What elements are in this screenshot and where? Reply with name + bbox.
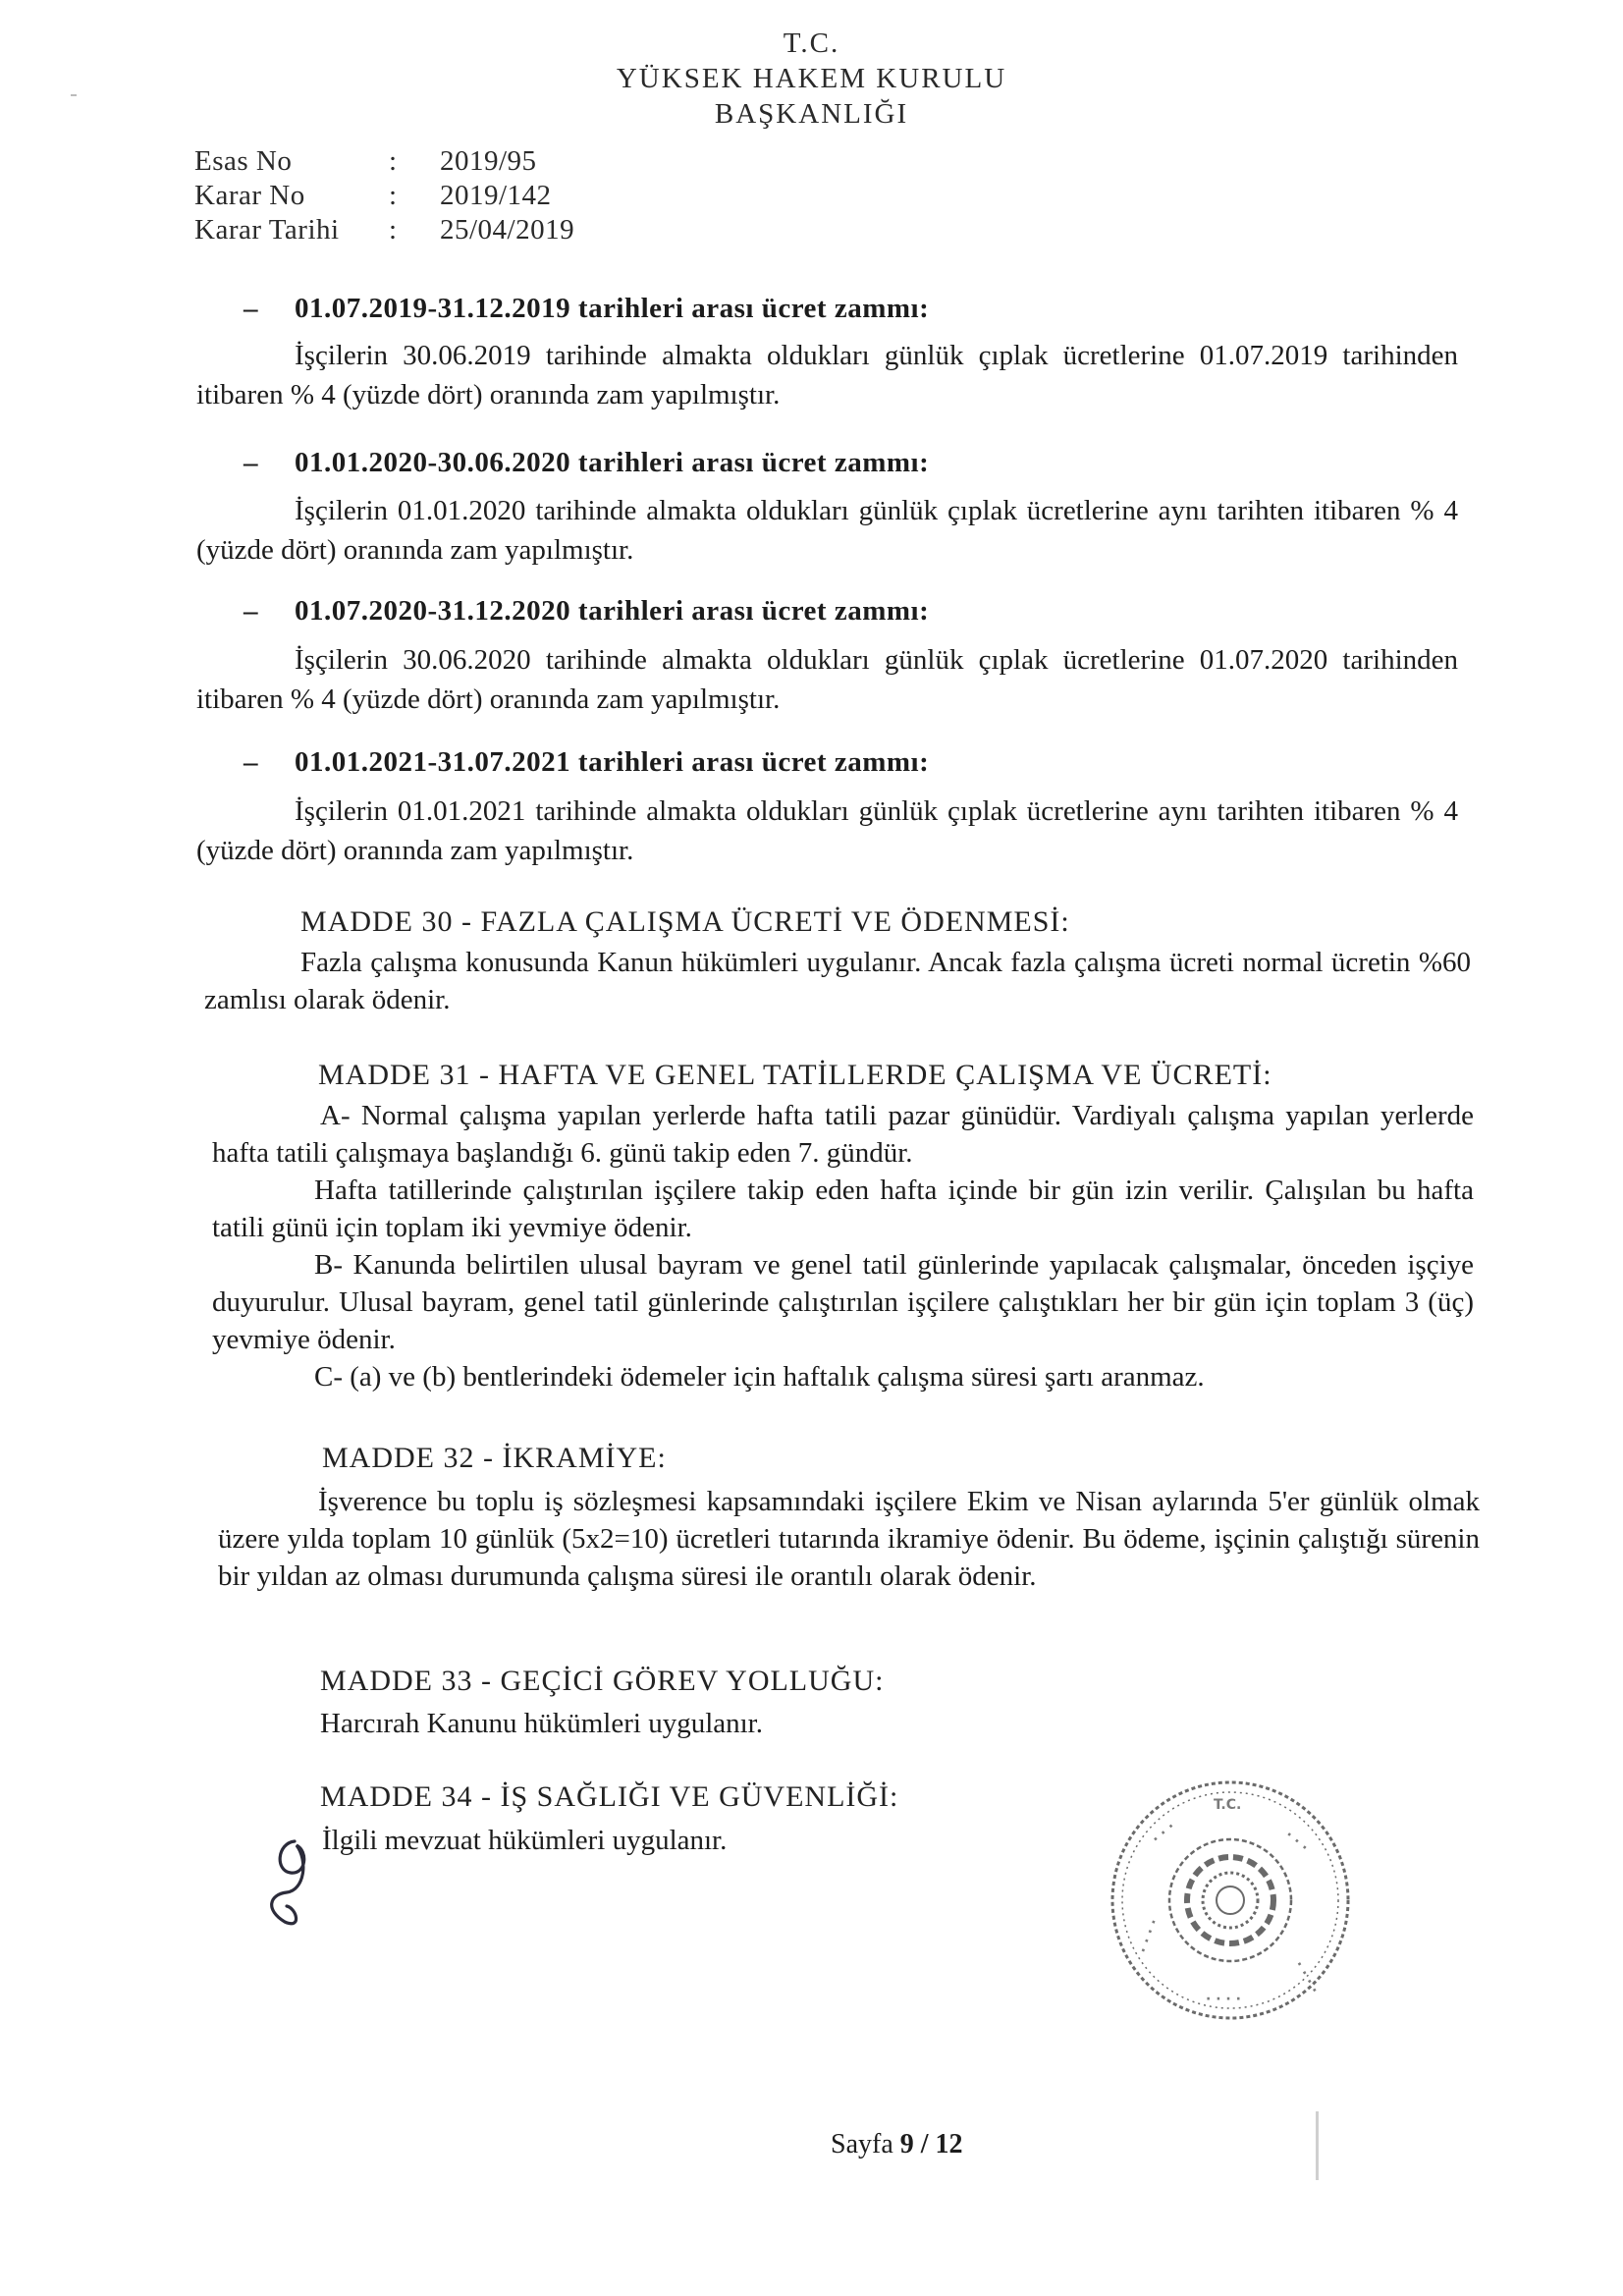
page-number [831, 2129, 963, 2160]
madde-32-body: İşverence bu toplu iş sözleşmesi kapsamındaki işçilere Ekim ve Nisan aylarında 5'er günlük olmak üzere yılda toplam 10 günlük (5x2=10) ücretleri tutarında ikramiye ödenir. Bu ödeme, işçinin çalıştığı sürenin bir yıldan az olması durumunda çalışma süresi ile orantılı olarak ödenir. [218, 1486, 1480, 1592]
scan-mark [1316, 2111, 1319, 2180]
raise-text: İşçilerin 01.01.2020 tarihinde almakta oldukları günlük çıplak ücretlerine aynı tarihten itibaren % 4 (yüzde dört) oranında zam yapılmıştır. [196, 495, 1458, 566]
madde-31-heading: MADDE 31 - HAFTA VE GENEL TATİLLERDE ÇALIŞMA VE ÜCRETİ: [318, 1059, 1272, 1091]
madde-30-heading: MADDE 30 - FAZLA ÇALIŞMA ÜCRETİ VE ÖDENMESİ: [300, 905, 1070, 938]
meta-value: 2019/95 [440, 145, 537, 177]
meta-label: Karar Tarihi [194, 214, 340, 246]
svg-text:· · · ·: · · · · [1206, 1992, 1241, 2007]
header-institution: YÜKSEK HAKEM KURULU [616, 63, 1007, 94]
svg-text:· · · ·: · · · · [1290, 1958, 1323, 1997]
raise-paragraph [196, 336, 1458, 414]
raise-title: 01.07.2020-31.12.2020 tarihleri arası ücret zammı: [295, 595, 930, 627]
madde-30-body: Fazla çalışma konusunda Kanun hükümleri uygulanır. Ancak fazla çalışma ücreti normal ücretin %60 zamlısı olarak ödenir. [204, 947, 1471, 1015]
madde-34-heading: MADDE 34 - İŞ SAĞLIĞI VE GÜVENLİĞİ: [320, 1780, 899, 1813]
raise-paragraph [196, 640, 1458, 719]
meta-label: Esas No [194, 145, 293, 177]
scan-mark [71, 94, 77, 96]
svg-text:· · ·: · · · [1281, 1827, 1312, 1856]
raise-title: 01.01.2021-31.07.2021 tarihleri arası ücret zammı: [295, 746, 930, 778]
meta-sep: : [389, 180, 398, 211]
raise-text: İşçilerin 30.06.2020 tarihinde almakta oldukları günlük çıplak ücretlerine 01.07.2020 tarihinden itibaren % 4 (yüzde dört) oranında zam yapılmıştır. [196, 644, 1458, 715]
raise-title: 01.01.2020-30.06.2020 tarihleri arası ücret zammı: [295, 447, 930, 478]
madde-31-a2 [212, 1172, 1474, 1246]
madde-33-text: Harcırah Kanunu hükümleri uygulanır. [320, 1708, 763, 1739]
meta-sep: : [389, 214, 398, 246]
meta-esas-no [194, 145, 537, 178]
header-tc: T.C. [783, 27, 840, 59]
svg-text:· · ·: · · · [1149, 1819, 1179, 1848]
svg-text:T.C.: T.C. [1214, 1797, 1242, 1813]
dash-bullet: – [243, 595, 258, 627]
handwritten-initial-signature [257, 1831, 346, 1940]
page-num: 9 / 12 [899, 2129, 963, 2159]
dash-bullet: – [243, 746, 258, 778]
madde-31-b-text: B- Kanunda belirtilen ulusal bayram ve genel tatil günlerinde yapılacak çalışmalar, önceden işçiye duyurulur. Ulusal bayram, genel tatil günlerinde çalıştırılan işçilere çalıştıkları her bir gün için toplam 3 (üç) yevmiye ödenir. [212, 1249, 1474, 1355]
dash-bullet: – [243, 447, 258, 478]
raise-text: İşçilerin 01.01.2021 tarihinde almakta oldukları günlük çıplak ücretlerine aynı tarihten itibaren % 4 (yüzde dört) oranında zam yapılmıştır. [196, 795, 1458, 866]
madde-32-text [218, 1483, 1480, 1595]
dash-bullet: – [243, 293, 258, 324]
madde-31-a1-text: A- Normal çalışma yapılan yerlerde hafta tatili pazar günüdür. Vardiyalı çalışma yapılan yerlerde hafta tatili çalışmaya başlandığı 6. günü takip eden 7. gündür. [212, 1100, 1474, 1169]
raise-text: İşçilerin 30.06.2019 tarihinde almakta oldukları günlük çıplak ücretlerine 01.07.2019 tarihinden itibaren % 4 (yüzde dört) oranında zam yapılmıştır. [196, 340, 1458, 410]
svg-text:· · · ·: · · · · [1135, 1917, 1163, 1956]
meta-karar-no [194, 180, 552, 212]
raise-heading [243, 595, 929, 628]
raise-heading [243, 293, 929, 325]
raise-heading [243, 447, 929, 479]
madde-31-b [212, 1246, 1474, 1358]
official-seal-stamp [1098, 1768, 1363, 2033]
madde-30-text [204, 944, 1471, 1018]
header-presidency: BAŞKANLIĞI [714, 98, 909, 130]
madde-32-heading: MADDE 32 - İKRAMİYE: [322, 1442, 667, 1474]
madde-34-text: İlgili mevzuat hükümleri uygulanır. [322, 1825, 728, 1856]
madde-31-a2-text: Hafta tatillerinde çalıştırılan işçilere takip eden hafta içinde bir gün izin verilir. Çalışılan bu hafta tatili günü için toplam iki yevmiye ödenir. [212, 1175, 1474, 1243]
page-label: Sayfa [831, 2129, 893, 2159]
meta-label: Karar No [194, 180, 305, 211]
raise-heading [243, 746, 929, 779]
raise-paragraph [196, 491, 1458, 570]
meta-value: 2019/142 [440, 180, 552, 211]
meta-sep: : [389, 145, 398, 177]
raise-paragraph [196, 792, 1458, 870]
meta-karar-tarihi [194, 214, 574, 246]
raise-title: 01.07.2019-31.12.2019 tarihleri arası ücret zammı: [295, 293, 930, 324]
meta-value: 25/04/2019 [440, 214, 575, 246]
madde-31-c: C- (a) ve (b) bentlerindeki ödemeler için haftalık çalışma süresi şartı aranmaz. [314, 1361, 1205, 1393]
madde-31-a1 [212, 1097, 1474, 1172]
madde-33-heading: MADDE 33 - GEÇİCİ GÖREV YOLLUĞU: [320, 1665, 885, 1697]
